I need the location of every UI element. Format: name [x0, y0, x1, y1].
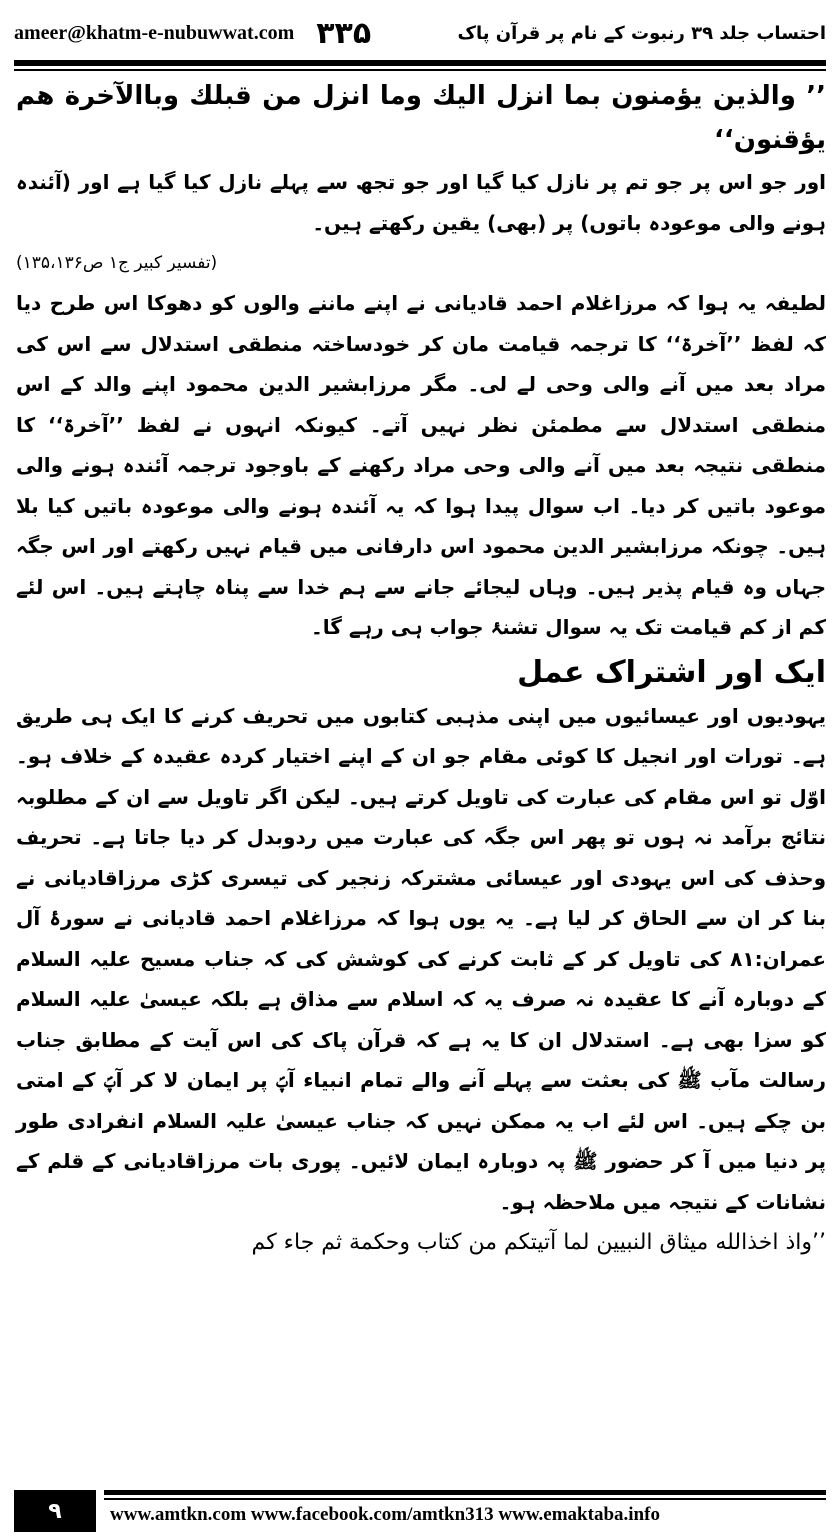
arabic-verse-2: ’’واذ اخذالله میثاق النبیین لما آتیتکم من کتاب وحکمة ثم جاء کم [251, 1230, 826, 1255]
arabic-verse-1: ’’ والذین یؤمنون بما انزل الیك وما انزل من قبلك وباالآخرة هم یؤقنون‘‘ [16, 81, 826, 155]
citation: (تفسیر کبیر ج۱ ص۱۳۵،۱۳۶) [16, 253, 218, 273]
footer-rule-thin [104, 1498, 826, 1500]
header-rule-thin [14, 69, 826, 71]
verse-translation: اور جو اس پر جو تم پر نازل کیا گیا اور جو تجھ سے پہلے نازل کیا گیا ہے اور (آئندہ ہونے والی موعودہ باتوں) پر (بھی) یقین رکھتے ہیں۔ [16, 170, 826, 235]
page-header [14, 8, 826, 58]
header-rule-thick [14, 60, 826, 66]
footer-links[interactable]: www.amtkn.com www.facebook.com/amtkn313 www.emaktaba.info [110, 1504, 660, 1525]
header-left [14, 16, 393, 51]
page-content [16, 74, 826, 1264]
paragraph-1: لطیفہ یہ ہوا کہ مرزاغلام احمد قادیانی نے اپنے ماننے والوں کو دھوکا اس طرح دیا کہ لفظ ’’آخرۃ‘‘ کا ترجمہ قیامت مان کر خودساختہ منطقی استدلال سے اس کی مراد بعد میں آنے والی وحی لے لی۔ مگر مرزابشیر الدین محمود اپنے والد کے اس منطقی استدلال سے مطمئن نظر نہیں آتے۔ کیونکہ انہوں نے لفظ ’’آخرۃ‘‘ کا منطقی نتیجہ بعد میں آنے والی وحی مراد رکھنے کے باوجود ترجمہ آئندہ ہونے والی موعود باتیں کر دیا۔ اب سوال پیدا ہوا کہ یہ آئندہ ہونے والی موعودہ باتیں کیا بلا ہیں۔ چونکہ مرزابشیر الدین محمود اس دارفانی میں قیام نہیں رکھتے اور اس جگہ جہاں وہ قیام پذیر ہیں۔ وہاں لیجائے جانے سے ہم خدا سے پناہ چاہتے ہیں۔ اس لئے کم از کم قیامت تک یہ سوال تشنۂ جواب ہی رہے گا۔ [16, 291, 826, 639]
citation-line [16, 243, 826, 283]
footer-rule-thick [104, 1490, 826, 1495]
page-number: ۳۳۵ [316, 15, 372, 51]
book-title: احتساب جلد ۳۹ رنبوت کے نام پر قرآن پاک [457, 22, 826, 44]
footer-page-badge: ۹ [14, 1490, 96, 1532]
page-footer [14, 1486, 826, 1536]
header-email: ameer@khatm-e-nubuwwat.com [14, 21, 295, 44]
section-heading: ایک اور اشتراک عمل [517, 654, 826, 690]
paragraph-2: یہودیوں اور عیسائیوں میں اپنی مذہبی کتابوں میں تحریف کرنے کا ایک ہی طریق ہے۔ تورات اور انجیل کا کوئی مقام جو ان کے اپنے اختیار کردہ عقیدہ کے خلاف ہو۔ اوّل تو اس مقام کی عبارت کی تاویل کرتے ہیں۔ لیکن اگر تاویل سے ان کے مطلوبہ نتائج برآمد نہ ہوں تو پھر اس جگہ کی عبارت میں ردوبدل کر دیا جاتا ہے۔ تحریف وحذف کی اس یہودی اور عیسائی مشترکہ زنجیر کی تیسری کڑی مرزاقادیانی نے بنا کر ان سے الحاق کر لیا ہے۔ یہ یوں ہوا کہ مرزاغلام احمد قادیانی نے سورۂ آل عمران:۸۱ کی تاویل کر کے ثابت کرنے کی کوشش کی کہ جناب مسیح علیہ السلام کے دوبارہ آنے کا عقیدہ نہ صرف یہ کہ اسلام سے مذاق ہے بلکہ عیسیٰ علیہ السلام کو سزا بھی ہے۔ استدلال ان کا یہ ہے کہ قرآن پاک کی اس آیت کے مطابق جناب رسالت مآب ﷺ کی بعثت سے پہلے آنے والے تمام انبیاء آپؐ پر ایمان لا کر آپؐ کے امتی بن چکے ہیں۔ اس لئے اب یہ ممکن نہیں کہ جناب عیسیٰ علیہ السلام انفرادی طور پر دنیا میں آ کر حضور ﷺ پہ دوبارہ ایمان لائیں۔ پوری بات مرزاقادیانی کے قلم کے نشانات کے نتیجہ میں ملاحظہ ہو۔ [16, 703, 826, 1214]
